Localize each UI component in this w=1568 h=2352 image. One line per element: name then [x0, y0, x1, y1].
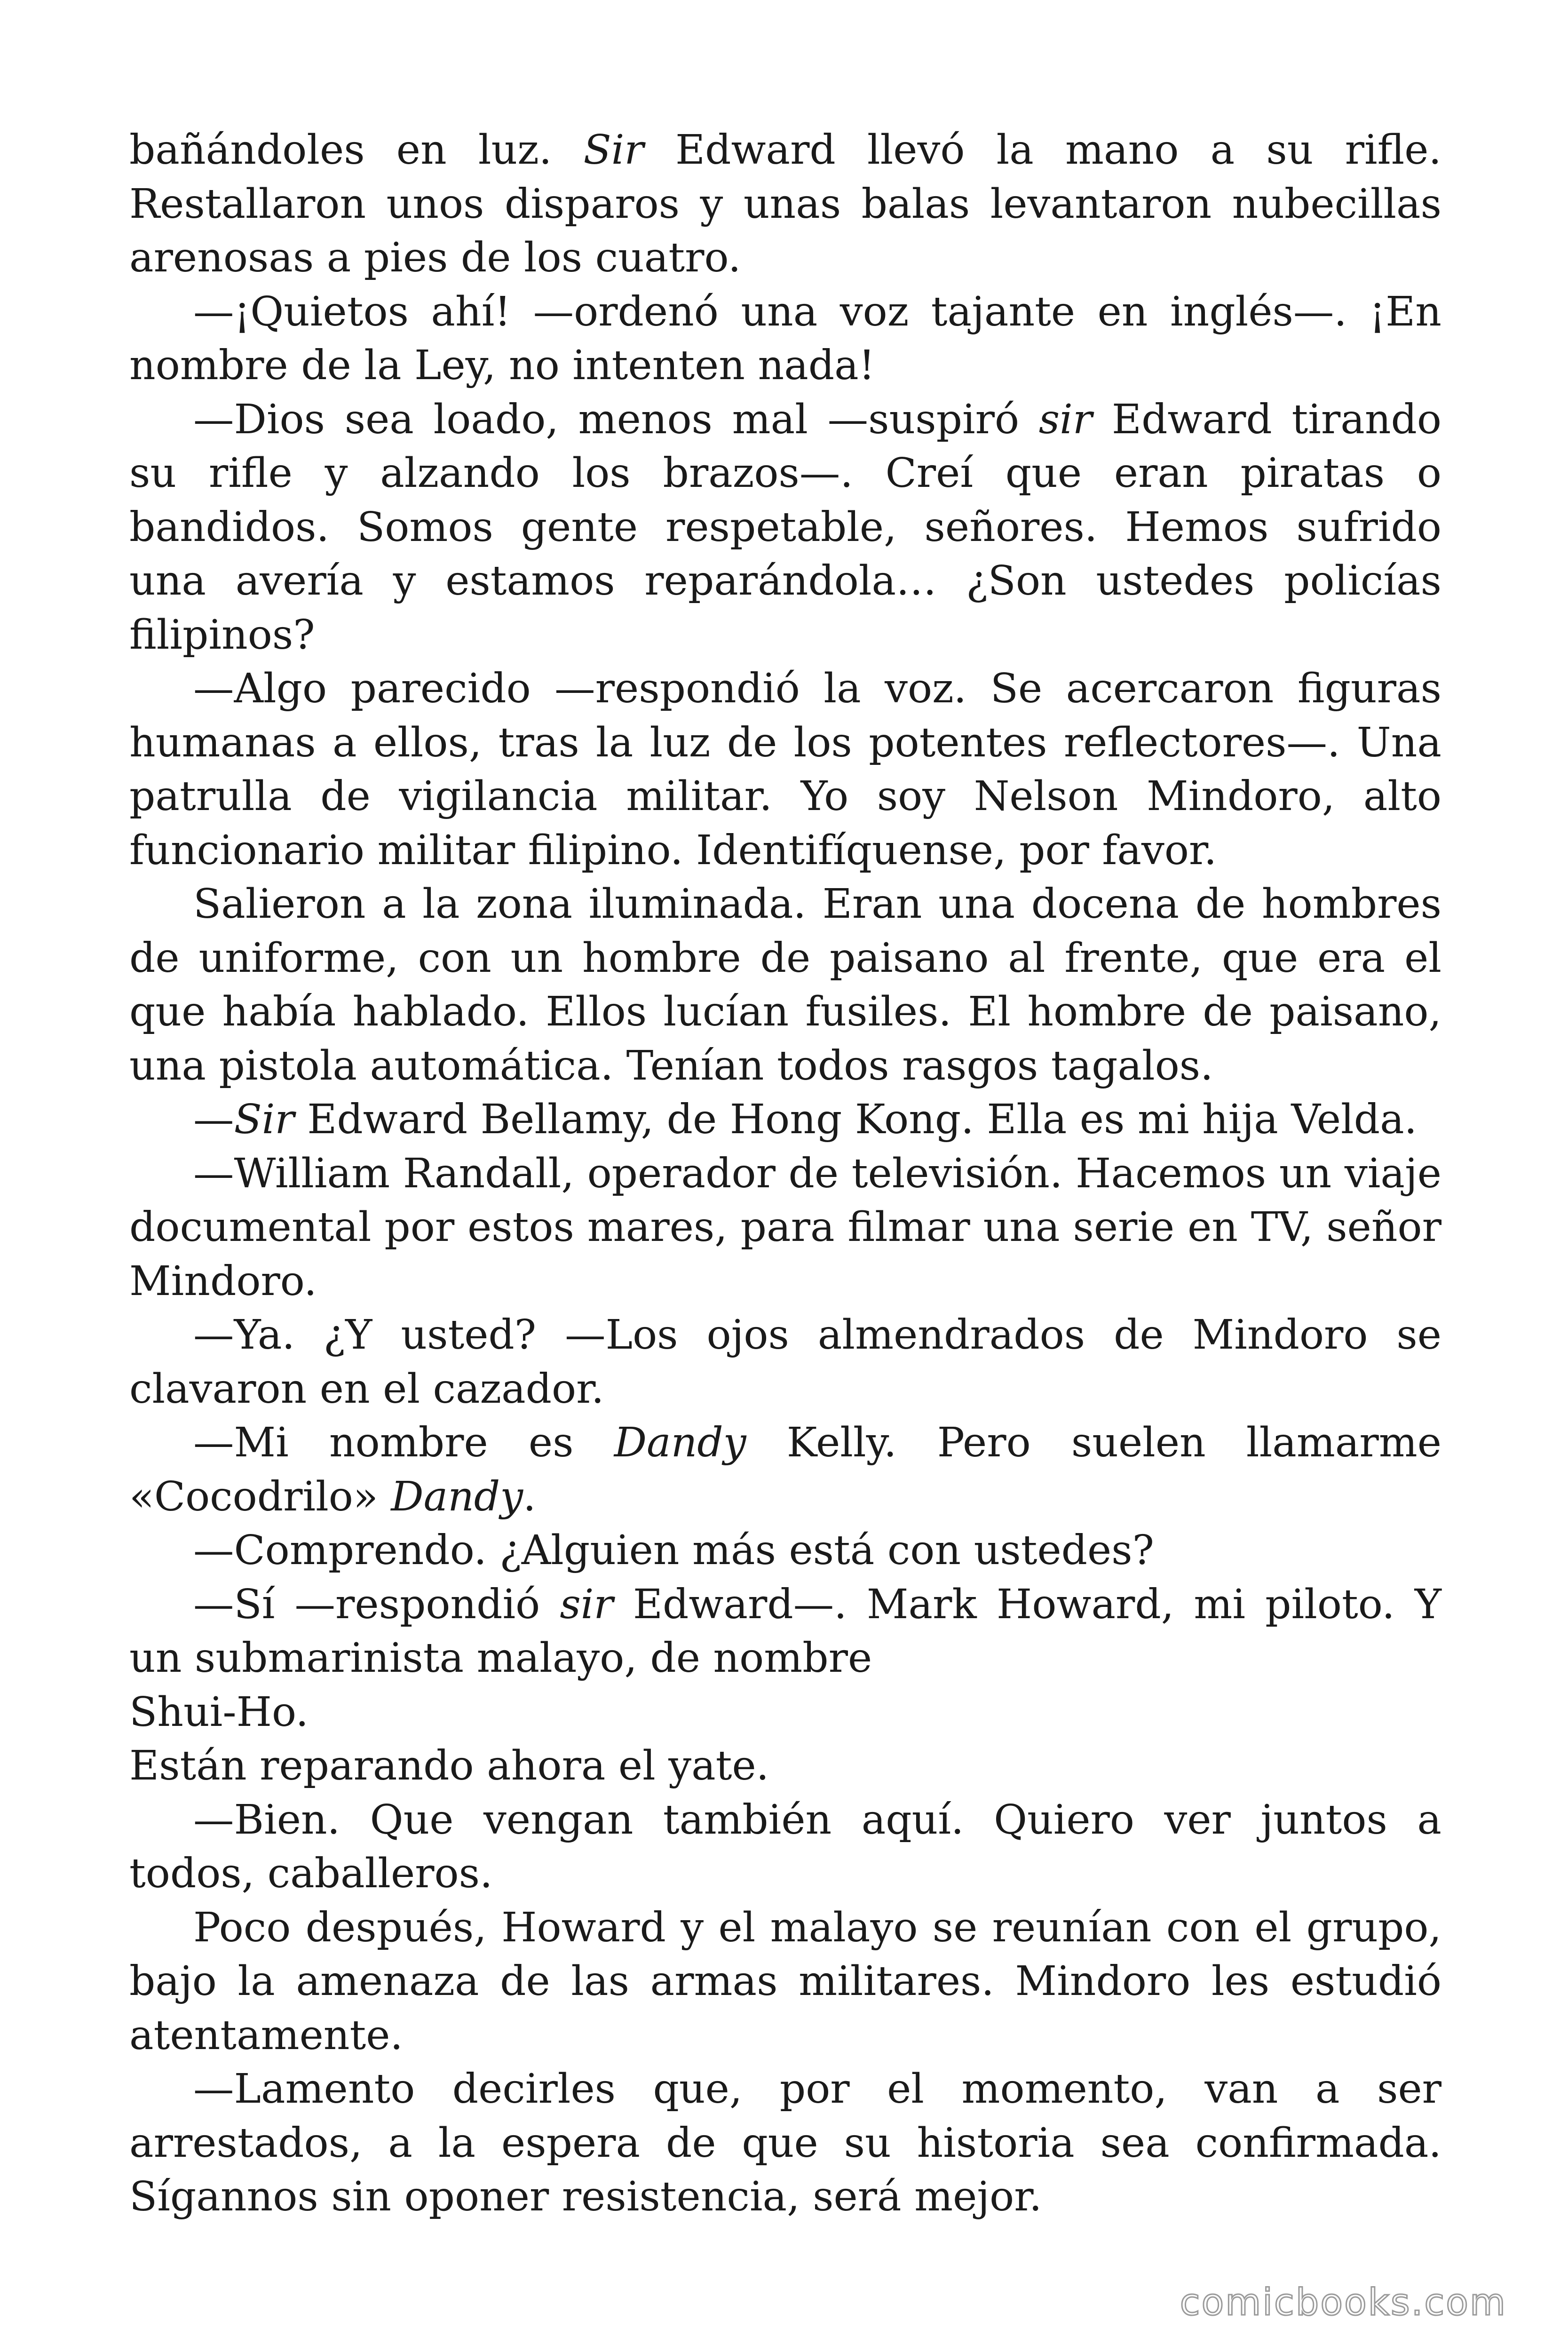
italic-text-run: sir — [560, 1581, 613, 1628]
italic-text-run: Dandy — [614, 1419, 746, 1466]
paragraph — [129, 1308, 1441, 1416]
paragraph — [129, 1147, 1441, 1309]
paragraph — [129, 1685, 1441, 1740]
paragraph — [129, 1416, 1441, 1524]
text-run: —Algo parecido —respondió la voz. Se acercaron figuras humanas a ellos, tras la luz de los potentes reflectores—. Una patrulla de vigilancia militar. Yo soy Nelson Mindoro, alto funcionario militar filipino. Identifíquense, por favor. — [129, 665, 1441, 874]
text-run: —Lamento decirles que, por el momento, van a ser arrestados, a la espera de que su historia sea confirmada. Sígannos sin oponer resistencia, será mejor. — [129, 2066, 1441, 2220]
text-run: —¡Quietos ahí! —ordenó una voz tajante en inglés—. ¡En nombre de la Ley, no intenten nada! — [129, 288, 1441, 389]
paragraph — [129, 1578, 1441, 1685]
book-page-text — [129, 123, 1441, 2224]
paragraph — [129, 662, 1441, 877]
text-run: Shui-Ho. — [129, 1688, 309, 1736]
text-run: —Comprendo. ¿Alguien más está con ustedes? — [193, 1527, 1154, 1574]
paragraph — [129, 877, 1441, 1093]
italic-text-run: Sir — [583, 127, 644, 174]
paragraph — [129, 1739, 1441, 1793]
text-run: bañándoles en luz. — [129, 127, 584, 174]
paragraph — [129, 285, 1441, 393]
text-run: — — [193, 1096, 234, 1143]
text-run: —Mi nombre es — [193, 1419, 614, 1466]
paragraph — [129, 1901, 1441, 2063]
text-run: Kelly. Pero suelen llamarme «Cocodrilo» — [129, 1419, 1441, 1520]
text-run: Edward Bellamy, de Hong Kong. Ella es mi hija Velda. — [294, 1096, 1418, 1143]
paragraph — [129, 123, 1441, 285]
text-run: —Sí —respondió — [193, 1581, 560, 1628]
paragraph — [129, 393, 1441, 662]
text-run: —Ya. ¿Y usted? —Los ojos almendrados de Mindoro se clavaron en el cazador. — [129, 1311, 1441, 1413]
text-run: —Bien. Que vengan también aquí. Quiero ver juntos a todos, caballeros. — [129, 1796, 1441, 1897]
italic-text-run: sir — [1038, 396, 1093, 443]
text-run: Salieron a la zona iluminada. Eran una docena de hombres de uniforme, con un hombre de paisano al frente, que era el que había hablado. Ellos lucían fusiles. El hombre de paisano, una pistola automática. Tenían todos rasgos tagalos. — [129, 881, 1441, 1089]
paragraph — [129, 1793, 1441, 1901]
paragraph — [129, 2062, 1441, 2224]
text-run: —William Randall, operador de televisión. Hacemos un viaje documental por estos mares, para filmar una serie en TV, señor Mindoro. — [129, 1150, 1441, 1305]
italic-text-run: Sir — [234, 1096, 294, 1143]
text-run: Edward llevó la mano a su rifle. Restallaron unos disparos y unas balas levantaron nubecillas arenosas a pies de los cuatro. — [129, 127, 1441, 281]
site-watermark: comicbooks.com — [1180, 2281, 1507, 2324]
text-run: Edward tirando su rifle y alzando los brazos—. Creí que eran piratas o bandidos. Somos gente respetable, señores. Hemos sufrido una avería y estamos reparándola… ¿Son ustedes policías filipinos? — [129, 396, 1441, 659]
paragraph — [129, 1093, 1441, 1147]
text-run: . — [523, 1473, 536, 1520]
text-run: Están reparando ahora el yate. — [129, 1742, 769, 1789]
text-run: Poco después, Howard y el malayo se reunían con el grupo, bajo la amenaza de las armas militares. Mindoro les estudió atentamente. — [129, 1904, 1441, 2059]
text-run: —Dios sea loado, menos mal —suspiró — [193, 396, 1039, 443]
italic-text-run: Dandy — [391, 1473, 523, 1520]
paragraph — [129, 1524, 1441, 1578]
text-run: Edward—. Mark Howard, mi piloto. Y un submarinista malayo, de nombre — [129, 1581, 1441, 1682]
